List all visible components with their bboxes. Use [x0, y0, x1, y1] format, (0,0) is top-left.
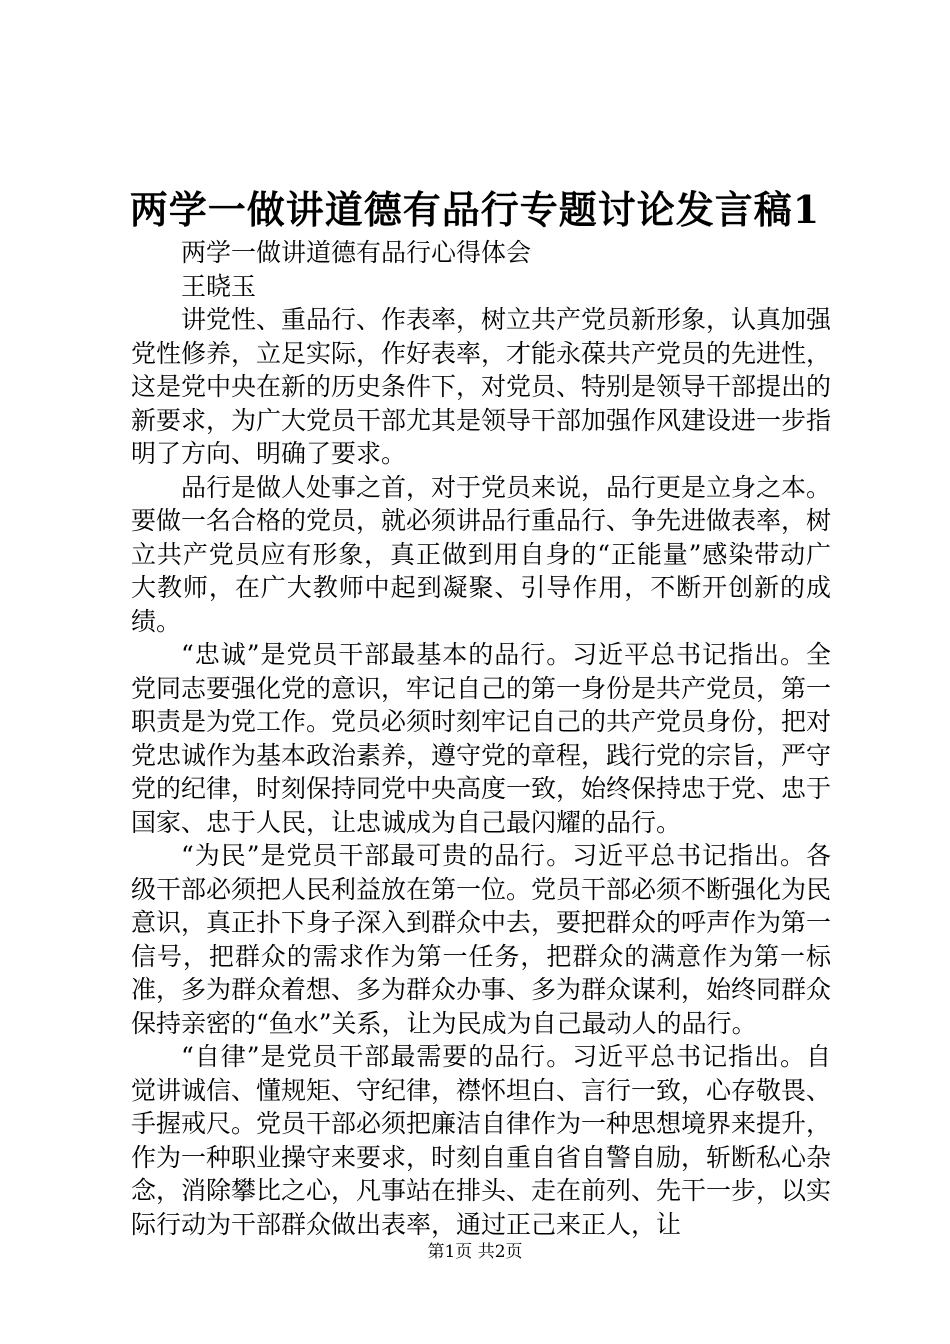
document-title: 两学一做讲道德有品行专题讨论发言稿1: [129, 187, 821, 232]
author-name: 王晓玉: [181, 271, 257, 301]
document-body: [131, 236, 831, 1241]
paragraph-serve-people: “为民”是党员干部最可贵的品行。习近平总书记指出。各级干部必须把人民利益放在第一位。党员干部必须不断强化为民意识，真正扑下身子深入到群众中去，要把群众的呼声作为第一信号，把群众的需求作为第一任务，把群众的满意作为第一标准，多为群众着想、多为群众办事、多为群众谋利，始终同群众保持亲密的“鱼水”关系，让为民成为自己最动人的品行。: [131, 841, 832, 1038]
paragraph-self-discipline: “自律”是党员干部最需要的品行。习近平总书记指出。自觉讲诚信、懂规矩、守纪律，襟怀坦白、言行一致，心存敬畏、手握戒尺。党员干部必须把廉洁自律作为一种思想境界来提升，作为一种职业操守来要求，时刻自重自省自警自励，斩断私心杂念，消除攀比之心，凡事站在排头、走在前列、先干一步，以实际行动为干部群众做出表率，通过正己来正人，让: [131, 1042, 832, 1239]
paragraph-conduct: 品行是做人处事之首，对于党员来说，品行更是立身之本。要做一名合格的党员，就必须讲品行重品行、争先进做表率，树立共产党员应有形象，真正做到用自身的“正能量”感染带动广大教师，在广大教师中起到凝聚、引导作用，不断开创新的成绩。: [131, 472, 832, 636]
paragraph-loyalty: “忠诚”是党员干部最基本的品行。习近平总书记指出。全党同志要强化党的意识，牢记自己的第一身份是共产党员，第一职责是为党工作。党员必须时刻牢记自己的共产党员身份，把对党忠诚作为基本政治素养，遵守党的章程，践行党的宗旨，严守党的纪律，时刻保持同党中央高度一致，始终保持忠于党、忠于国家、忠于人民，让忠诚成为自己最闪耀的品行。: [131, 640, 832, 837]
paragraph-intro: 讲党性、重品行、作表率，树立共产党员新形象，认真加强党性修养，立足实际，作好表率，才能永葆共产党员的先进性，这是党中央在新的历史条件下，对党员、特别是领导干部提出的新要求，为广大党员干部尤其是领导干部加强作风建设进一步指明了方向、明确了要求。: [131, 305, 832, 468]
document-subtitle: 两学一做讲道德有品行心得体会: [181, 238, 532, 267]
page-footer: 第1页 共2页: [427, 1242, 523, 1262]
